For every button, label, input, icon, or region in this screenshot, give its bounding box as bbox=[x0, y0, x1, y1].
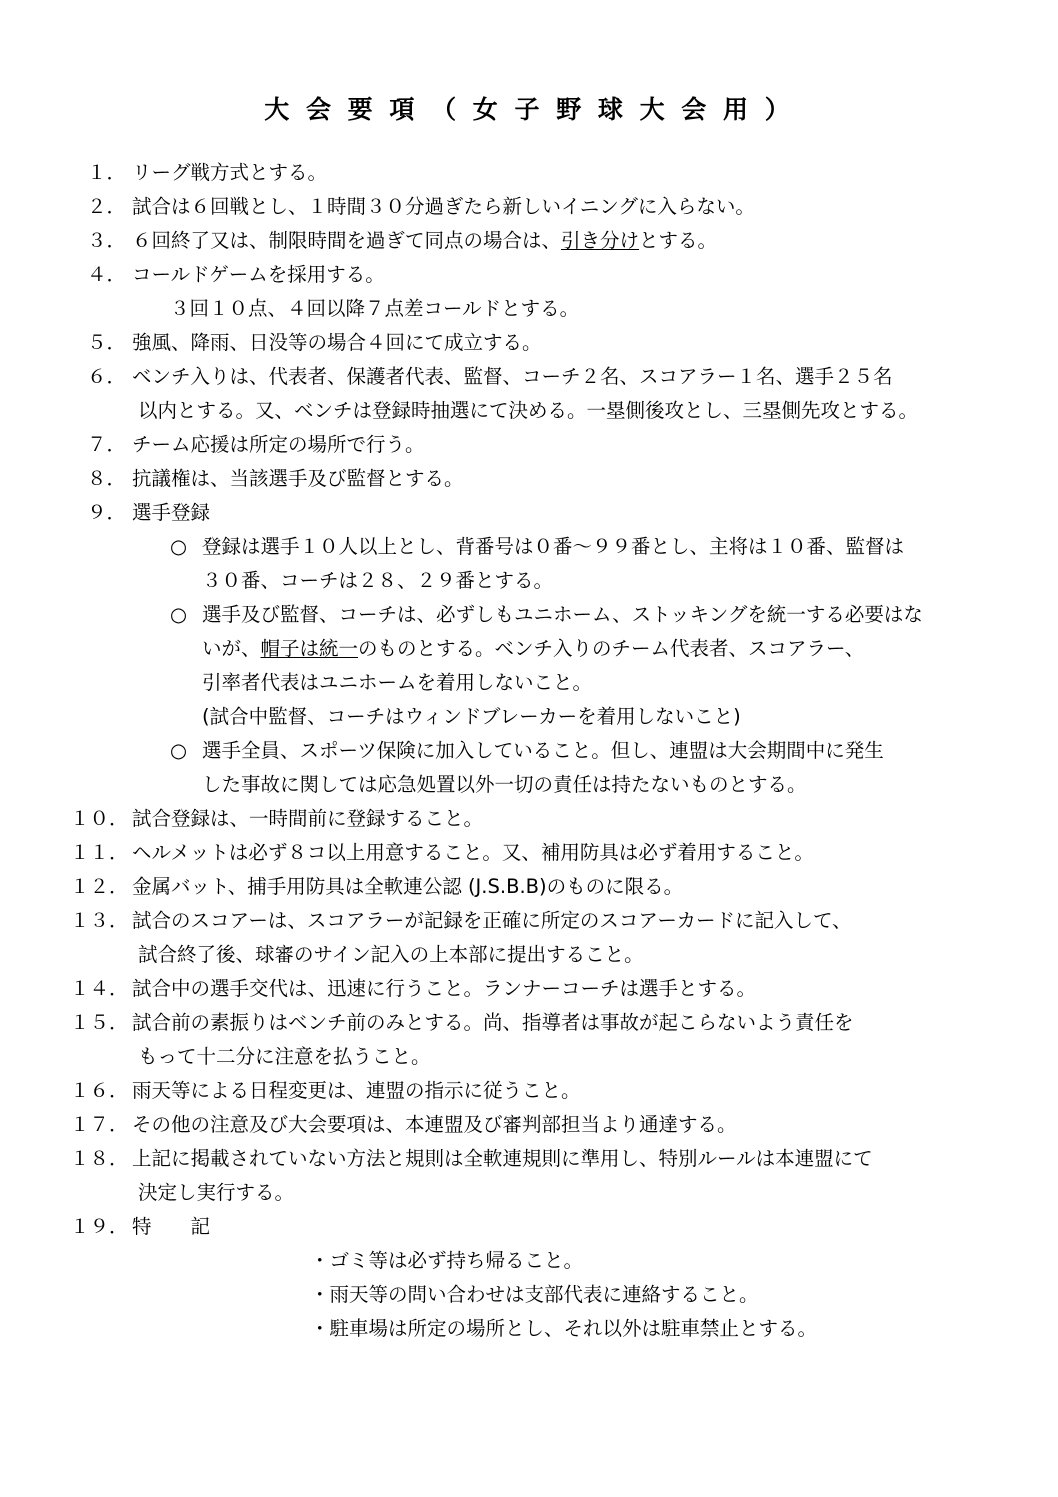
circle-bullet-icon: ○ bbox=[170, 535, 188, 558]
item-text: 試合は６回戦とし、１時間３０分過ぎたら新しいイニングに入らない。 bbox=[132, 195, 755, 218]
item-text: ヘルメットは必ず８コ以上用意すること。又、補用防具は必ず着用すること。 bbox=[132, 841, 814, 864]
list-item bbox=[70, 1142, 988, 1176]
item-number: １２． bbox=[70, 875, 129, 898]
item-text-part-a: ６回終了又は、制限時間を過ぎて同点の場合は、 bbox=[132, 229, 562, 252]
item-text: 強風、降雨、日没等の場合４回にて成立する。 bbox=[132, 331, 542, 354]
sub-text-underlined: 帽子は統一 bbox=[260, 637, 359, 660]
item-number: １４． bbox=[70, 977, 129, 1000]
document-body bbox=[70, 156, 988, 1346]
item-number: １７． bbox=[70, 1113, 129, 1136]
item-number: ３． bbox=[86, 229, 126, 252]
tokki-note: ・雨天等の問い合わせは支部代表に連絡すること。 bbox=[310, 1283, 759, 1306]
list-item bbox=[70, 326, 988, 360]
sub-item-continuation: した事故に関しては応急処置以外一切の責任は持たないものとする。 bbox=[202, 773, 807, 796]
item-number: ７． bbox=[86, 433, 126, 456]
item-text: リーグ戦方式とする。 bbox=[132, 161, 328, 184]
list-item bbox=[70, 972, 988, 1006]
item-text: 試合中の選手交代は、迅速に行うこと。ランナーコーチは選手とする。 bbox=[132, 977, 757, 1000]
item-continuation: 決定し実行する。 bbox=[138, 1181, 295, 1204]
circle-bullet-icon: ○ bbox=[170, 603, 188, 626]
item-number: ２． bbox=[86, 195, 126, 218]
sub-item-text: 選手全員、スポーツ保険に加入していること。但し、連盟は大会期間中に発生 bbox=[202, 739, 884, 762]
item-text: 試合登録は、一時間前に登録すること。 bbox=[132, 807, 484, 830]
sub-list-item bbox=[170, 530, 988, 564]
sub-item-continuation bbox=[202, 632, 988, 666]
list-item bbox=[70, 836, 988, 870]
sub-item-continuation: ３０番、コーチは２８、２９番とする。 bbox=[202, 569, 554, 592]
item-text: 試合前の素振りはベンチ前のみとする。尚、指導者は事故が起こらないよう責任を bbox=[132, 1011, 854, 1034]
circle-bullet-icon: ○ bbox=[170, 739, 188, 762]
item-number: ９． bbox=[86, 501, 126, 524]
list-item bbox=[70, 496, 988, 530]
item-text: 特 記 bbox=[132, 1215, 211, 1238]
list-item bbox=[70, 156, 988, 190]
item-number: １８． bbox=[70, 1147, 129, 1170]
list-item bbox=[70, 190, 988, 224]
sub-item-continuation: 引率者代表はユニホームを着用しないこと。 bbox=[202, 671, 593, 694]
item-text: 選手登録 bbox=[132, 501, 211, 524]
list-item bbox=[70, 1006, 988, 1040]
sub-list-item bbox=[170, 734, 988, 768]
item-number: １０． bbox=[70, 807, 129, 830]
sub-item-note: (試合中監督、コーチはウィンドブレーカーを着用しないこと) bbox=[202, 705, 741, 728]
item-text: コールドゲームを採用する。 bbox=[132, 263, 385, 286]
page-title: 大 会 要 項 （ 女 子 野 球 大 会 用 ） bbox=[264, 95, 794, 124]
tokki-note: ・ゴミ等は必ず持ち帰ること。 bbox=[310, 1249, 584, 1272]
sub-text-part-b: のものとする。ベンチ入りのチーム代表者、スコアラー、 bbox=[358, 637, 865, 660]
item-number: １６． bbox=[70, 1079, 129, 1102]
item-continuation: 試合終了後、球審のサイン記入の上本部に提出すること。 bbox=[138, 943, 644, 966]
sub-list-item bbox=[170, 598, 988, 632]
item-number: １３． bbox=[70, 909, 129, 932]
sub-item-text: 登録は選手１０人以上とし、背番号は０番～９９番とし、主将は１０番、監督は bbox=[202, 535, 905, 558]
list-item bbox=[70, 1108, 988, 1142]
tokki-notes bbox=[310, 1244, 988, 1346]
item-number: １． bbox=[86, 161, 126, 184]
list-item bbox=[70, 360, 988, 394]
list-item bbox=[70, 904, 988, 938]
list-item bbox=[70, 428, 988, 462]
item-number: １５． bbox=[70, 1011, 129, 1034]
item-continuation: もって十二分に注意を払うこと。 bbox=[138, 1045, 431, 1068]
item-text: 雨天等による日程変更は、連盟の指示に従うこと。 bbox=[132, 1079, 581, 1102]
item-number: ５． bbox=[86, 331, 126, 354]
item-text: チーム応援は所定の場所で行う。 bbox=[132, 433, 425, 456]
item-number: １１． bbox=[70, 841, 129, 864]
item-text: 抗議権は、当該選手及び監督とする。 bbox=[132, 467, 464, 490]
sub-text-part-a: いが、 bbox=[202, 637, 261, 660]
item-text: 金属バット、捕手用防具は全軟連公認 (J.S.B.B)のものに限る。 bbox=[132, 875, 684, 898]
item-text-part-b: とする。 bbox=[639, 229, 718, 252]
tokki-note: ・駐車場は所定の場所とし、それ以外は駐車禁止とする。 bbox=[310, 1317, 818, 1340]
item-number: ６． bbox=[86, 365, 126, 388]
list-item bbox=[70, 462, 988, 496]
list-item bbox=[70, 870, 988, 904]
item-text: 上記に掲載されていない方法と規則は全軟連規則に準用し、特別ルールは本連盟にて bbox=[132, 1147, 873, 1170]
list-item bbox=[70, 1074, 988, 1108]
item-text: 試合のスコアーは、スコアラーが記録を正確に所定のスコアーカードに記入して、 bbox=[132, 909, 852, 932]
item-text: その他の注意及び大会要項は、本連盟及び審判部担当より通達する。 bbox=[132, 1113, 737, 1136]
list-item bbox=[70, 1210, 988, 1244]
item-continuation: 以内とする。又、ベンチは登録時抽選にて決める。一塁側後攻とし、三塁側先攻とする。 bbox=[138, 399, 919, 422]
item-number: ８． bbox=[86, 467, 126, 490]
list-item bbox=[70, 224, 988, 258]
item-number: ４． bbox=[86, 263, 126, 286]
list-item bbox=[70, 802, 988, 836]
item-text: ベンチ入りは、代表者、保護者代表、監督、コーチ２名、スコアラー１名、選手２５名 bbox=[132, 365, 893, 388]
list-item bbox=[70, 258, 988, 292]
item-text-underlined: 引き分け bbox=[561, 229, 640, 252]
item-text bbox=[132, 224, 988, 258]
item-number: １９． bbox=[70, 1215, 129, 1238]
item-continuation: ３回１０点、４回以降７点差コールドとする。 bbox=[170, 297, 580, 320]
sub-item-text: 選手及び監督、コーチは、必ずしもユニホーム、ストッキングを統一する必要はな bbox=[202, 603, 923, 626]
